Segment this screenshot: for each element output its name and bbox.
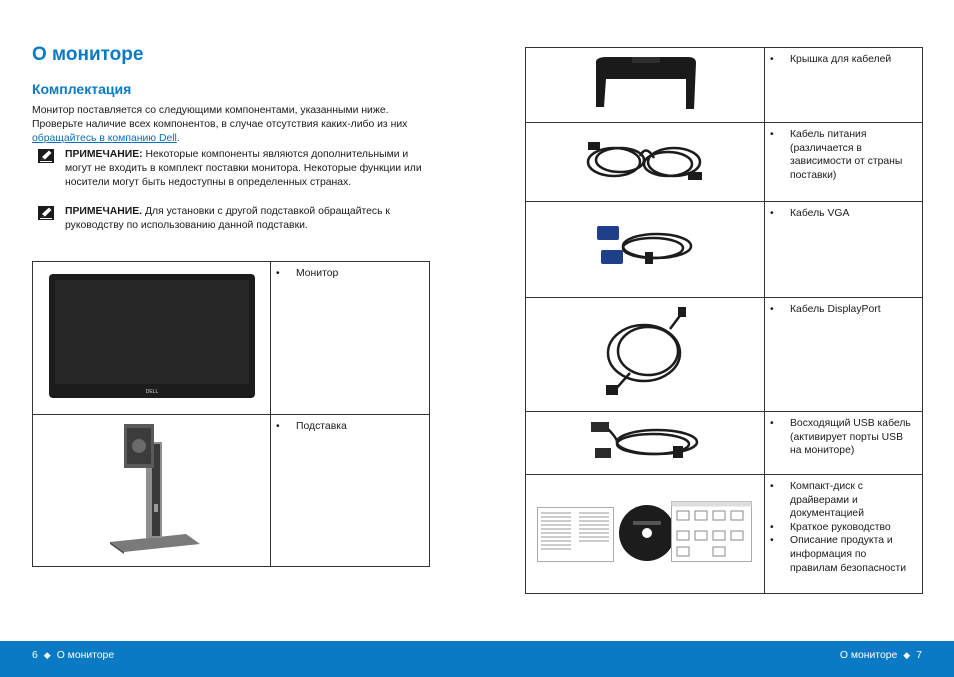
vga-cable-desc-cell [765,202,923,298]
diamond-icon: ◆ [903,650,911,660]
list-item: • Крышка для кабелей [765,53,916,67]
diamond-icon: ◆ [43,650,51,660]
note-label: ПРИМЕЧАНИЕ. [65,206,143,217]
contact-dell-link[interactable]: обращайтесь в компанию Dell [32,132,177,144]
table-row [33,262,430,415]
power-cable-image-cell [526,123,765,202]
list-item: • Подставка [271,420,423,434]
component-list [271,267,423,281]
cable-cover-image [592,55,698,111]
usb-cable-image [587,418,703,464]
table-row [526,123,923,202]
list-item: • Кабель питания (различается в зависимости от страны поставки) [765,128,916,182]
monitor-image-cell [33,262,271,415]
note-text [65,205,430,233]
list-item: • Краткое руководство [765,521,916,535]
monitor-brand: DELL [145,388,158,395]
note-2 [38,205,428,235]
note-pencil-icon [38,206,54,220]
list-item: • Кабель DisplayPort [765,303,916,317]
table-row [526,48,923,123]
table-row [526,475,923,594]
displayport-cable-image-cell [526,298,765,412]
documents-desc-cell [765,475,923,594]
table-row [33,415,430,567]
vga-cable-image [595,222,695,272]
right-components-table [525,47,923,594]
intro-end: . [176,132,180,144]
cable-cover-desc-cell [765,48,923,123]
list-item: • Восходящий USB кабель (активирует порты USB на мониторе) [765,417,916,458]
page-title: О мониторе [32,44,144,65]
component-list [765,207,916,221]
stand-desc-cell [271,415,430,567]
note-label: ПРИМЕЧАНИЕ: [65,149,143,160]
documents-image [537,501,753,563]
left-components-table [32,261,430,567]
displayport-cable-image [600,307,690,397]
displayport-cable-desc-cell [765,298,923,412]
intro-paragraph [32,104,432,145]
page-number-right: 7 [916,650,922,661]
list-item: • Монитор [271,267,423,281]
note-text [65,148,430,189]
footer-right [840,650,922,661]
page-footer [0,641,954,677]
footer-left [32,650,114,661]
component-list [765,303,916,317]
documents-image-cell [526,475,765,594]
note-pencil-icon [38,149,54,163]
list-item: • Компакт-диск с драйверами и документацией [765,480,916,521]
cable-cover-image-cell [526,48,765,123]
usb-cable-desc-cell [765,412,923,475]
component-list [765,480,916,575]
component-list [765,128,916,182]
monitor-desc-cell [271,262,430,415]
power-cable-desc-cell [765,123,923,202]
intro-text: Монитор поставляется со следующими компонентами, указанными ниже. Проверьте наличие всех компонентов, в случае отсутствия каких-либо из них [32,105,408,130]
section-title: Комплектация [32,81,132,97]
stand-image-cell [33,415,271,567]
list-item: • Кабель VGA [765,207,916,221]
stand-image [102,422,202,554]
note-1 [38,148,428,206]
list-item: • Описание продукта и информация по правилам безопасности [765,534,916,575]
component-list [765,53,916,67]
table-row [526,202,923,298]
monitor-image [49,274,255,398]
power-cable-image [584,134,706,186]
table-row [526,412,923,475]
usb-cable-image-cell [526,412,765,475]
page-number-left: 6 [32,650,38,661]
component-list [271,420,423,434]
footer-title-right: О мониторе [839,650,898,661]
vga-cable-image-cell [526,202,765,298]
footer-title-left: О мониторе [56,650,115,661]
component-list [765,417,916,458]
table-row [526,298,923,412]
note-body: Некоторые компоненты являются дополнительными и могут не входить в комплект поставки монитора. Некоторые функции или носители могут быть недоступны в определенных странах. [65,149,422,188]
note-body: Для установки с другой подставкой обращайтесь к руководству по использованию данной подставки. [65,206,390,231]
